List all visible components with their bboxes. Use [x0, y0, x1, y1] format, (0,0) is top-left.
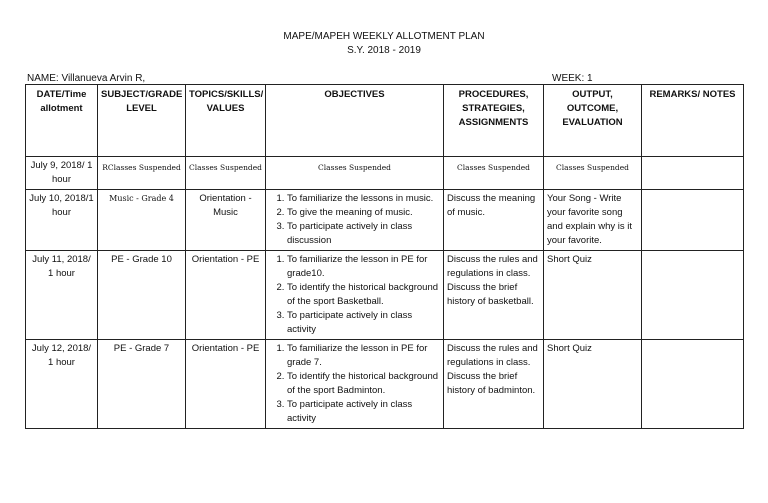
table-row: [26, 340, 744, 429]
topics-cell: Orientation - PE: [186, 340, 266, 429]
teacher-name: NAME: Villanueva Arvin R,: [27, 73, 146, 84]
procedures-cell: Discuss the rules and regulations in class. Discuss the brief history of badminton.: [444, 340, 544, 429]
allotment-table: [25, 84, 744, 429]
output-cell: Your Song - Write your favorite song and explain why is it your favorite.: [544, 190, 642, 251]
objective-item: 3. To participate actively in class activity: [287, 398, 440, 426]
topics-cell: Orientation - PE: [186, 251, 266, 340]
subject-cell: PE - Grade 7: [98, 340, 186, 429]
week-number: WEEK: 1: [552, 73, 593, 84]
date-cell: July 11, 2018/ 1 hour: [26, 251, 98, 340]
objective-item: 2. To identify the historical background of the sport Badminton.: [287, 370, 440, 398]
column-header: SUBJECT/GRADE LEVEL: [98, 85, 186, 157]
date-cell: July 12, 2018/ 1 hour: [26, 340, 98, 429]
table-row: [26, 251, 744, 340]
output-cell: Short Quiz: [544, 251, 642, 340]
procedures-cell: Discuss the rules and regulations in class. Discuss the brief history of basketball.: [444, 251, 544, 340]
objective-item: 1. To familiarize the lessons in music.: [287, 192, 440, 206]
output-cell: Classes Suspended: [544, 157, 642, 190]
remarks-cell: [642, 340, 744, 429]
output-cell: Short Quiz: [544, 340, 642, 429]
objective-item: 3. To participate actively in class activity: [287, 309, 440, 337]
table-row: [26, 190, 744, 251]
table-header-row: [26, 85, 744, 157]
objective-item: 1. To familiarize the lesson in PE for grade 7.: [287, 342, 440, 370]
subject-cell: Music - Grade 4: [98, 190, 186, 251]
objectives-cell: [266, 190, 444, 251]
date-cell: July 10, 2018/1 hour: [26, 190, 98, 251]
topics-cell: Orientation - Music: [186, 190, 266, 251]
remarks-cell: [642, 157, 744, 190]
objectives-cell: Classes Suspended: [266, 157, 444, 190]
procedures-cell: Discuss the meaning of music.: [444, 190, 544, 251]
column-header: DATE/Time allotment: [26, 85, 98, 157]
school-year: S.Y. 2018 - 2019: [347, 45, 421, 56]
column-header: REMARKS/ NOTES: [642, 85, 744, 157]
objectives-list: [269, 342, 440, 426]
remarks-cell: [642, 251, 744, 340]
topics-cell: Classes Suspended: [186, 157, 266, 190]
date-cell: July 9, 2018/ 1 hour: [26, 157, 98, 190]
column-header: TOPICS/SKILLS/ VALUES: [186, 85, 266, 157]
objective-item: 2. To give the meaning of music.: [287, 206, 440, 220]
column-header: PROCEDURES, STRATEGIES, ASSIGNMENTS: [444, 85, 544, 157]
objective-item: 1. To familiarize the lesson in PE for grade10.: [287, 253, 440, 281]
subject-cell: PE - Grade 10: [98, 251, 186, 340]
objectives-cell: [266, 340, 444, 429]
objectives-list: [269, 192, 440, 248]
objectives-cell: [266, 251, 444, 340]
objective-item: 2. To identify the historical background of the sport Basketball.: [287, 281, 440, 309]
objective-item: 3. To participate actively in class discussion: [287, 220, 440, 248]
column-header: OUTPUT, OUTCOME, EVALUATION: [544, 85, 642, 157]
subject-cell: RClasses Suspended: [98, 157, 186, 190]
document-title: MAPE/MAPEH WEEKLY ALLOTMENT PLAN: [283, 31, 485, 42]
table-row: [26, 157, 744, 190]
procedures-cell: Classes Suspended: [444, 157, 544, 190]
objectives-list: [269, 253, 440, 337]
column-header: OBJECTIVES: [266, 85, 444, 157]
remarks-cell: [642, 190, 744, 251]
